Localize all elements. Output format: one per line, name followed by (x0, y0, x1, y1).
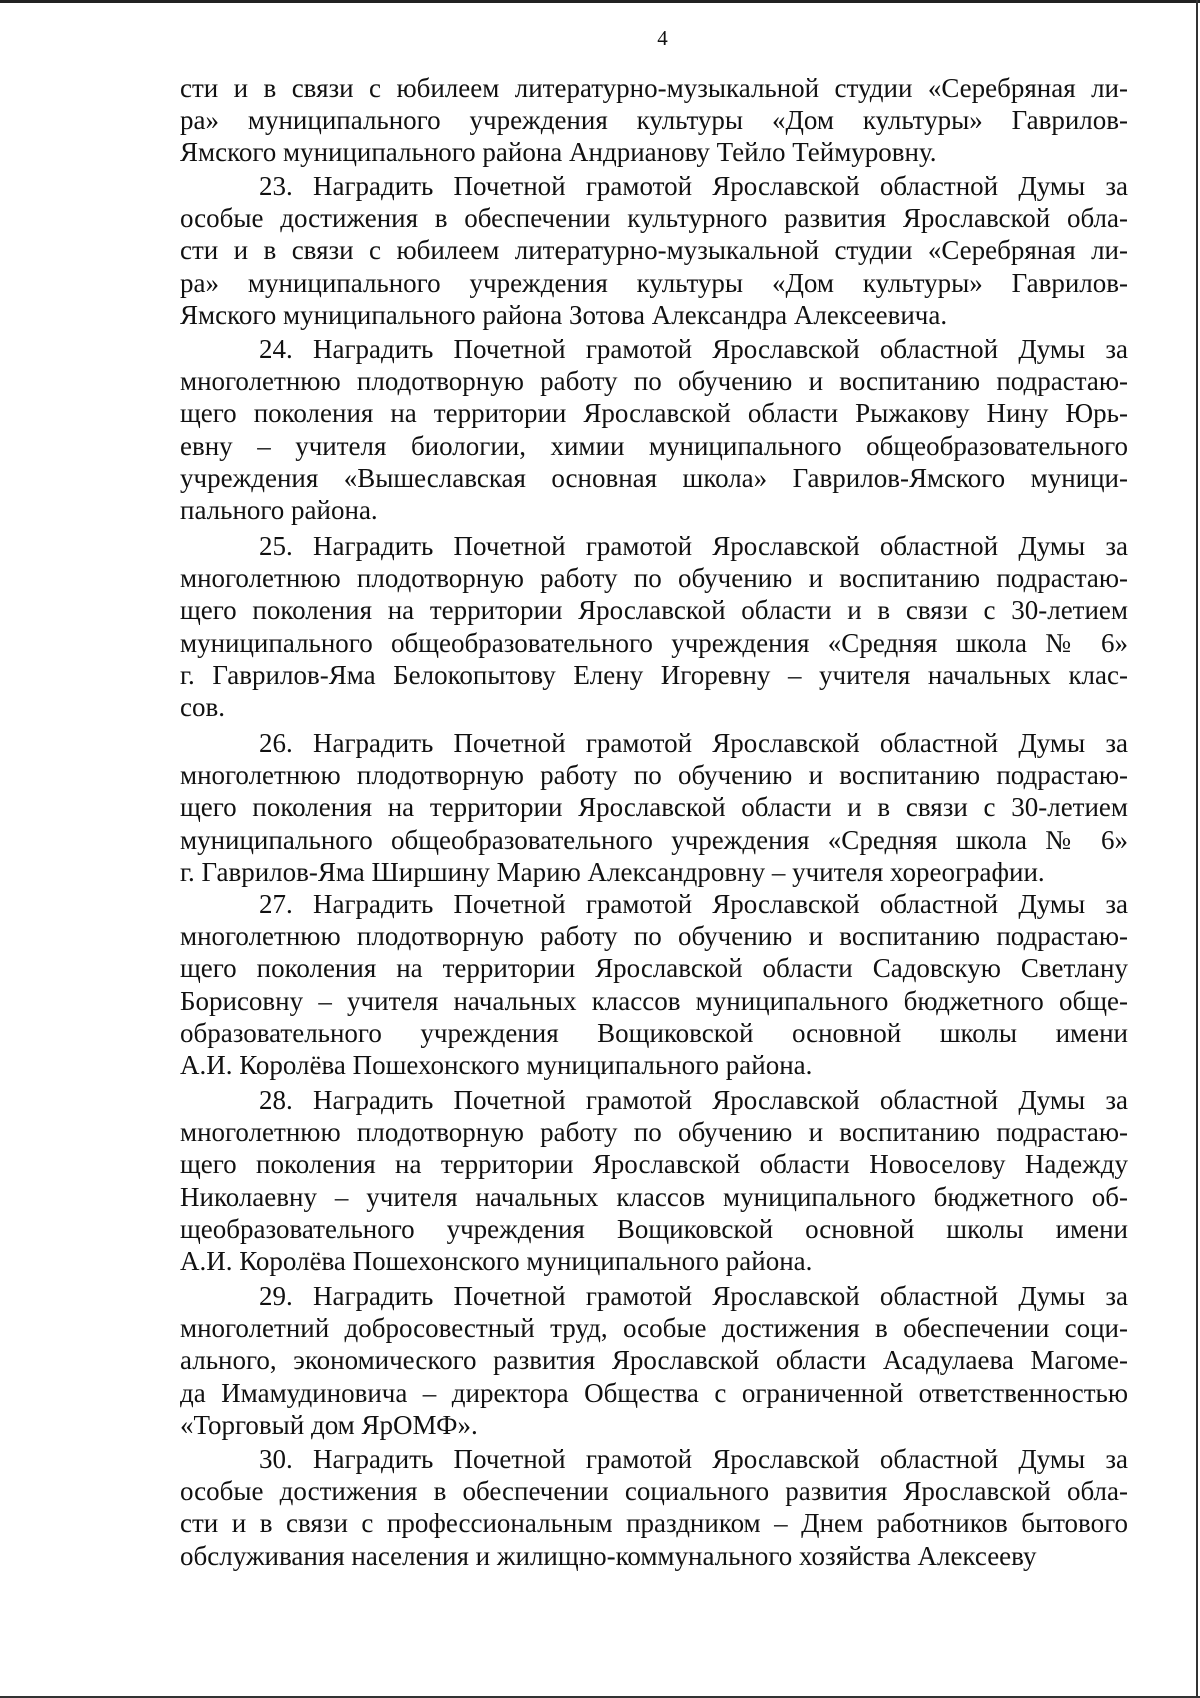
text-line: пального района. (180, 494, 378, 525)
text-line: 24. Наградить Почетной грамотой Ярославской областной Думы за (259, 334, 1128, 364)
text-line: учреждения «Вышеславская основная школа» Гаврилов-Ямского муници- (180, 462, 1128, 493)
text-line: многолетнюю плодотворную работу по обучению и воспитанию подрастаю- (180, 563, 1128, 594)
text-line: А.И. Королёва Пошехонского муниципального района. (180, 1245, 813, 1276)
text-line: щего поколения на территории Ярославской области Новоселову Надежду (180, 1149, 1128, 1180)
paragraph (180, 1280, 1128, 1441)
page-number: 4 (657, 26, 668, 50)
paragraph (180, 72, 1128, 169)
text-line: 23. Наградить Почетной грамотой Ярославской областной Думы за (259, 171, 1128, 201)
text-line: Борисовну – учителя начальных классов муниципального бюджетного обще- (180, 985, 1128, 1016)
text-line: Ямского муниципального района Зотова Александра Алексеевича. (180, 299, 948, 330)
text-line: обслуживания населения и жилищно-коммунального хозяйства Алексееву (180, 1540, 1037, 1571)
text-line: ального, экономического развития Ярославской области Асадулаева Магоме- (180, 1345, 1128, 1376)
text-line: 30. Наградить Почетной грамотой Ярославской областной Думы за (259, 1444, 1128, 1474)
text-line: муниципального общеобразовательного учреждения «Средняя школа № 6» (180, 627, 1128, 658)
text-line: г. Гаврилов-Яма Ширшину Марию Александровну – учителя хореографии. (180, 856, 1045, 887)
text-line: многолетнюю плодотворную работу по обучению и воспитанию подрастаю- (180, 760, 1128, 791)
text-line: щего поколения на территории Ярославской области Садовскую Светлану (180, 953, 1128, 984)
text-line: особые достижения в обеспечении культурного развития Ярославской обла- (180, 203, 1128, 234)
text-line: щего поколения на территории Ярославской области и в связи с 30-летием (180, 595, 1128, 626)
paragraph (180, 888, 1128, 1081)
paragraph (180, 1443, 1128, 1572)
paragraph (180, 170, 1128, 331)
text-line: щего поколения на территории Ярославской области Рыжакову Нину Юрь- (180, 398, 1128, 429)
paragraph (180, 530, 1128, 723)
text-line: 25. Наградить Почетной грамотой Ярославской областной Думы за (259, 531, 1128, 561)
text-line: евну – учителя биологии, химии муниципального общеобразовательного (180, 430, 1128, 461)
text-line: сти и в связи с профессиональным праздником – Днем работников бытового (180, 1508, 1128, 1539)
text-line: сти и в связи с юбилеем литературно-музыкальной студии «Серебряная ли- (180, 235, 1128, 266)
text-line: г. Гаврилов-Яма Белокопытову Елену Игоревну – учителя начальных клас- (180, 659, 1128, 690)
scan-top-border (0, 0, 1200, 3)
text-line: многолетнюю плодотворную работу по обучению и воспитанию подрастаю- (180, 921, 1128, 952)
text-line: ра» муниципального учреждения культуры «Дом культуры» Гаврилов- (180, 105, 1128, 136)
scan-right-border (1196, 0, 1198, 1698)
text-line: Ямского муниципального района Андрианову Тейло Теймуровну. (180, 137, 937, 168)
text-line: многолетний добросовестный труд, особые достижения в обеспечении соци- (180, 1313, 1128, 1344)
text-line: 29. Наградить Почетной грамотой Ярославской областной Думы за (259, 1281, 1128, 1311)
text-line: 27. Наградить Почетной грамотой Ярославской областной Думы за (259, 889, 1128, 919)
text-line: 28. Наградить Почетной грамотой Ярославской областной Думы за (259, 1085, 1128, 1115)
text-line: 26. Наградить Почетной грамотой Ярославской областной Думы за (259, 728, 1128, 758)
text-line: ра» муниципального учреждения культуры «Дом культуры» Гаврилов- (180, 267, 1128, 298)
text-line: щеобразовательного учреждения Вощиковской основной школы имени (180, 1213, 1128, 1244)
paragraph (180, 1084, 1128, 1277)
paragraph (180, 333, 1128, 526)
text-line: образовательного учреждения Вощиковской основной школы имени (180, 1017, 1128, 1048)
text-line: сти и в связи с юбилеем литературно-музыкальной студии «Серебряная ли- (180, 73, 1128, 103)
paragraph (180, 727, 1128, 888)
text-line: особые достижения в обеспечении социального развития Ярославской обла- (180, 1476, 1128, 1507)
text-line: многолетнюю плодотворную работу по обучению и воспитанию подрастаю- (180, 1117, 1128, 1148)
text-line: «Торговый дом ЯрОМФ». (180, 1409, 478, 1440)
text-line: сов. (180, 691, 225, 722)
text-line: да Имамудиновича – директора Общества с ограниченной ответственностью (180, 1377, 1128, 1408)
text-line: муниципального общеобразовательного учреждения «Средняя школа № 6» (180, 824, 1128, 855)
text-line: А.И. Королёва Пошехонского муниципального района. (180, 1049, 813, 1080)
text-line: многолетнюю плодотворную работу по обучению и воспитанию подрастаю- (180, 366, 1128, 397)
text-line: Николаевну – учителя начальных классов муниципального бюджетного об- (180, 1181, 1128, 1212)
text-line: щего поколения на территории Ярославской области и в связи с 30-летием (180, 792, 1128, 823)
